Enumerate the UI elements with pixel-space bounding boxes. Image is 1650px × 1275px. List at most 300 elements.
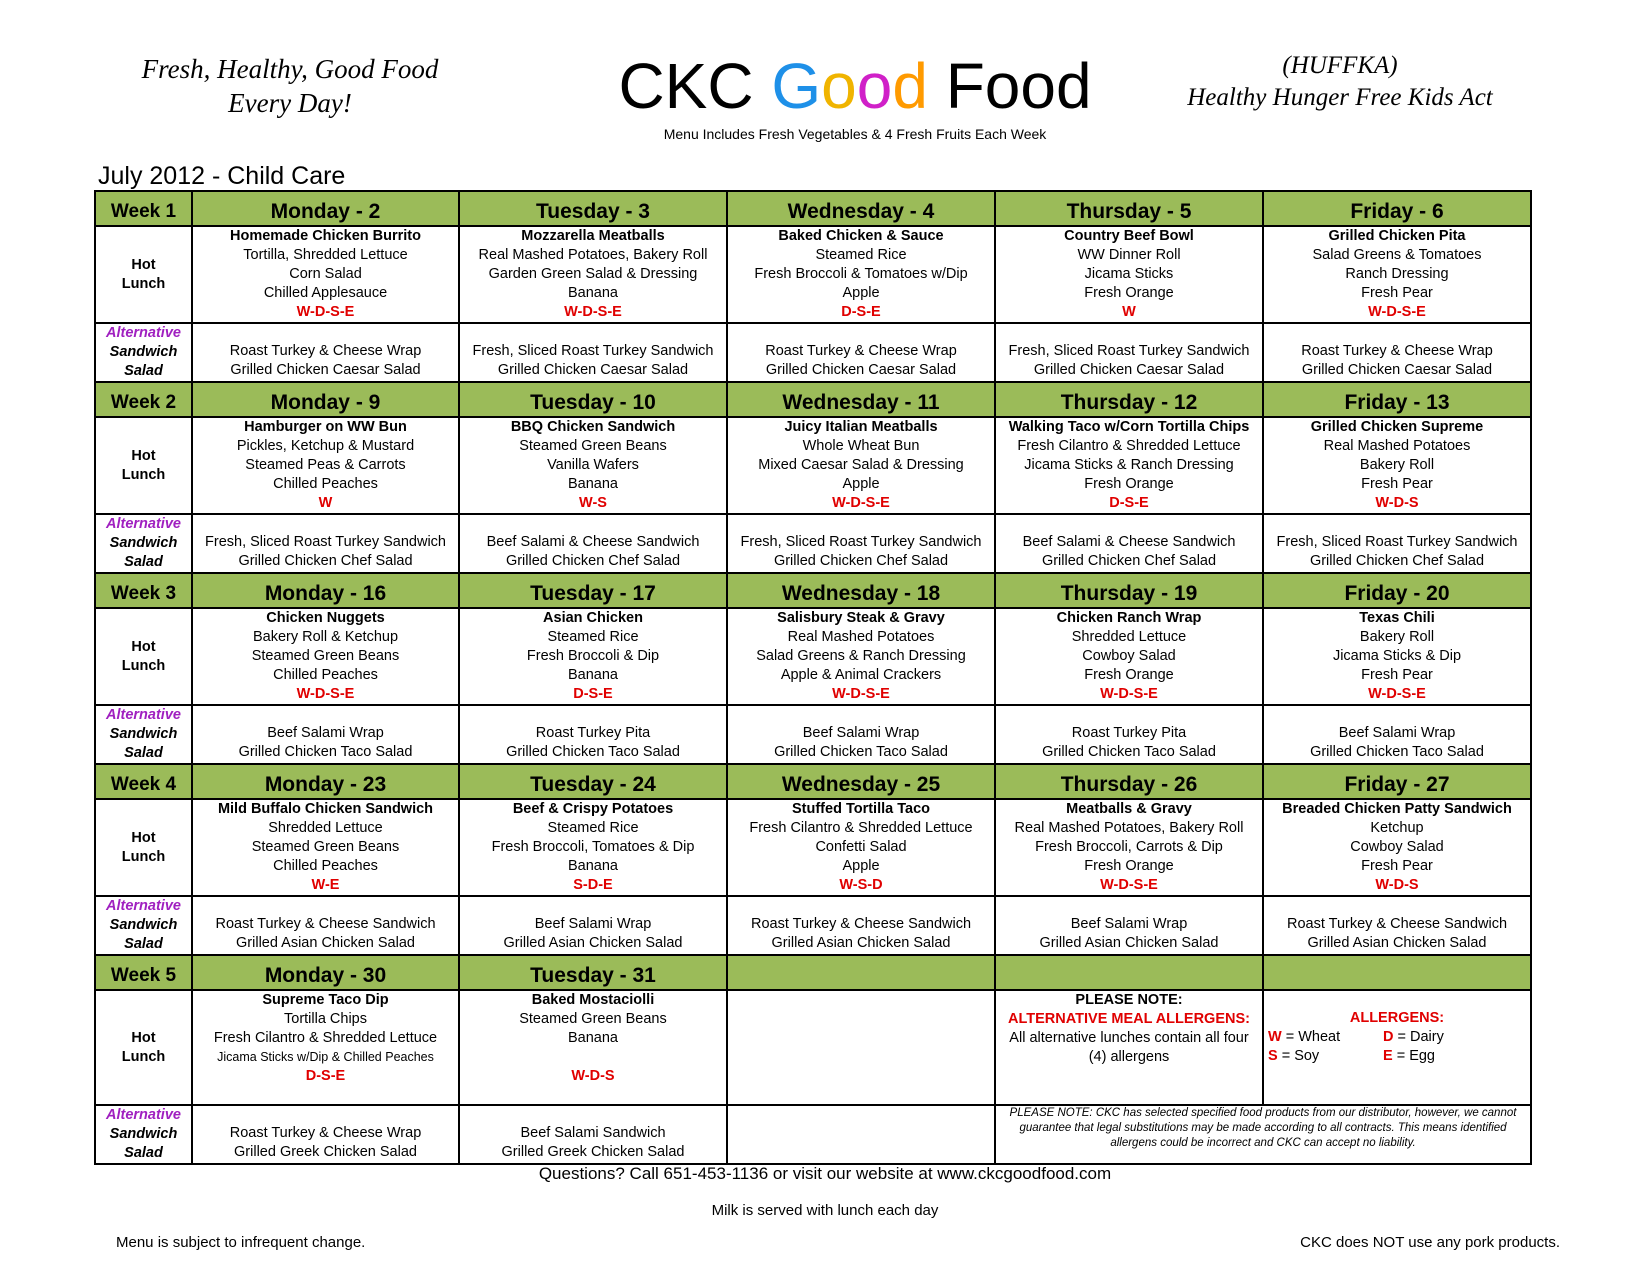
- alternative-cell: [727, 514, 995, 573]
- entree-name: Baked Chicken & Sauce: [778, 228, 944, 244]
- entree-name: BBQ Chicken Sandwich: [510, 419, 676, 435]
- hot-lunch-cell: [1263, 226, 1531, 323]
- menu-item: Steamed Green Beans: [251, 648, 400, 664]
- day-header: Wednesday - 4: [727, 191, 995, 226]
- allergen-code: D-S-E: [573, 686, 613, 702]
- menu-item: Confetti Salad: [815, 839, 907, 855]
- menu-item: Steamed Peas & Carrots: [245, 457, 406, 473]
- menu-item: Mixed Caesar Salad & Dressing: [758, 457, 964, 473]
- alt-salad: Grilled Chicken Caesar Salad: [230, 362, 421, 378]
- huffka-line-2: Healthy Hunger Free Kids Act: [1187, 84, 1493, 111]
- allergen-letter: D: [1383, 1029, 1394, 1045]
- menu-item: Apple: [842, 476, 880, 492]
- allergen-key-row: [1268, 1047, 1530, 1066]
- alt-salad: Grilled Asian Chicken Salad: [1307, 935, 1487, 951]
- menu-item: Steamed Rice: [547, 820, 639, 836]
- note-line: (4) allergens: [1088, 1049, 1170, 1065]
- alt-salad: Grilled Greek Chicken Salad: [501, 1144, 685, 1160]
- day-header: Monday - 30: [192, 955, 459, 990]
- alt-sandwich: Roast Turkey & Cheese Sandwich: [1286, 916, 1508, 932]
- alternative-allergen-note: [995, 990, 1263, 1105]
- menu-item: Real Mashed Potatoes, Bakery Roll: [1014, 820, 1244, 836]
- allergen-code: W: [1122, 304, 1136, 320]
- note-line: All alternative lunches contain all four: [1009, 1030, 1249, 1046]
- alt-sandwich: Beef Salami Sandwich: [520, 1125, 666, 1141]
- menu-item: Banana: [568, 476, 618, 492]
- note-alt-allergens: ALTERNATIVE MEAL ALLERGENS:: [1008, 1011, 1250, 1027]
- entree-name: Chicken Nuggets: [266, 610, 385, 626]
- allergen-legend: [1263, 990, 1531, 1105]
- allergens-title: ALLERGENS:: [1349, 1010, 1445, 1026]
- alt-salad: Grilled Asian Chicken Salad: [236, 935, 415, 951]
- day-header: [727, 955, 995, 990]
- menu-item: Fresh Pear: [1361, 667, 1433, 683]
- sandwich-word: Sandwich: [109, 344, 178, 360]
- alternative-cell: [1263, 896, 1531, 955]
- alt-salad: Grilled Asian Chicken Salad: [503, 935, 683, 951]
- salad-word: Salad: [124, 363, 163, 379]
- hot-lunch-cell: [1263, 608, 1531, 705]
- hot-lunch-row: [95, 799, 1531, 896]
- day-header: Thursday - 5: [995, 191, 1263, 226]
- alternative-row: [95, 1105, 1531, 1164]
- day-header: Monday - 9: [192, 382, 459, 417]
- menu-item: Chilled Peaches: [273, 476, 378, 492]
- hot-lunch-cell: [727, 799, 995, 896]
- hot-lunch-cell: [1263, 799, 1531, 896]
- hot-lunch-cell: [1263, 417, 1531, 514]
- tagline: Menu Includes Fresh Vegetables & 4 Fresh Fruits Each Week: [663, 126, 1047, 142]
- hot-lunch-label: [95, 417, 192, 514]
- salad-word: Salad: [124, 554, 163, 570]
- hot-lunch-cell: [459, 799, 727, 896]
- allergen-meaning: = Dairy: [1393, 1029, 1444, 1045]
- slogan-line-1: Fresh, Healthy, Good Food: [141, 54, 439, 84]
- hot-lunch-row: [95, 608, 1531, 705]
- alt-salad: Grilled Chicken Caesar Salad: [1301, 362, 1493, 378]
- menu-item: Salad Greens & Tomatoes: [1312, 247, 1482, 263]
- entree-name: Stuffed Tortilla Taco: [791, 801, 931, 817]
- milk-note: Milk is served with lunch each day: [711, 1202, 939, 1219]
- entree-name: Hamburger on WW Bun: [244, 419, 407, 435]
- allergen-code: W-D-S-E: [832, 495, 890, 511]
- menu-item: [460, 1048, 726, 1067]
- menu-item: Steamed Green Beans: [251, 839, 400, 855]
- hot-lunch-row: [95, 226, 1531, 323]
- entree-name: Breaded Chicken Patty Sandwich: [1282, 801, 1512, 817]
- menu-item: WW Dinner Roll: [1077, 247, 1181, 263]
- alternative-cell: [459, 705, 727, 764]
- alt-sandwich: Roast Turkey Pita: [1071, 725, 1187, 741]
- day-header: Thursday - 12: [995, 382, 1263, 417]
- day-header: Monday - 23: [192, 764, 459, 799]
- entree-name: Beef & Crispy Potatoes: [512, 801, 674, 817]
- alt-salad: Grilled Chicken Taco Salad: [1310, 744, 1484, 760]
- hot-label: Hot: [131, 447, 156, 464]
- alternative-cell: [192, 705, 459, 764]
- menu-item: Fresh Cilantro & Shredded Lettuce: [213, 1030, 438, 1046]
- alt-sandwich: Fresh, Sliced Roast Turkey Sandwich: [472, 343, 714, 359]
- alternative-cell: [995, 705, 1263, 764]
- sandwich-word: Sandwich: [109, 535, 178, 551]
- day-header: Tuesday - 24: [459, 764, 727, 799]
- menu-item: Cowboy Salad: [1350, 839, 1444, 855]
- menu-item: Steamed Rice: [815, 247, 907, 263]
- allergen-meaning: = Egg: [1392, 1048, 1435, 1064]
- alt-salad: Grilled Chicken Taco Salad: [506, 744, 680, 760]
- allergen-key-row: [1268, 1028, 1530, 1047]
- day-header: Tuesday - 17: [459, 573, 727, 608]
- alt-sandwich: Fresh, Sliced Roast Turkey Sandwich: [1008, 343, 1250, 359]
- allergen-code: W-D-S-E: [296, 304, 355, 320]
- allergen-code: D-S-E: [841, 304, 881, 320]
- entree-name: Texas Chili: [1359, 610, 1435, 626]
- allergen-key: [1268, 1028, 1383, 1047]
- entree-name: Grilled Chicken Pita: [1328, 228, 1466, 244]
- entree-name: Salisbury Steak & Gravy: [777, 610, 945, 626]
- hot-lunch-row: [95, 990, 1531, 1105]
- slogan: [110, 52, 470, 120]
- allergen-key: [1383, 1028, 1498, 1047]
- menu-item: Pickles, Ketchup & Mustard: [236, 438, 415, 454]
- entree-name: Baked Mostaciolli: [531, 992, 655, 1008]
- alternative-cell: [995, 514, 1263, 573]
- slogan-line-2: Every Day!: [228, 88, 352, 118]
- allergen-code: W-D-S-E: [296, 686, 355, 702]
- alternative-word: Alternative: [106, 516, 181, 532]
- allergen-code: W-D-S: [1375, 495, 1419, 511]
- menu-item: Corn Salad: [289, 266, 362, 282]
- allergen-key: [1268, 1047, 1383, 1066]
- alternative-cell: [192, 1105, 459, 1164]
- menu-item: Fresh Pear: [1361, 285, 1433, 301]
- lunch-label: Lunch: [121, 275, 166, 292]
- brand-logo: CKC Good Food: [618, 50, 1092, 122]
- menu-item: Fresh Orange: [1084, 476, 1174, 492]
- allergen-code: S-D-E: [573, 877, 613, 893]
- day-header: Tuesday - 31: [459, 955, 727, 990]
- menu-item: Tortilla Chips: [284, 1011, 367, 1027]
- menu-item: Steamed Green Beans: [519, 438, 667, 454]
- alt-sandwich: Beef Salami Wrap: [267, 725, 384, 741]
- alt-salad: Grilled Greek Chicken Salad: [234, 1144, 417, 1160]
- alternative-row: [95, 896, 1531, 955]
- alt-sandwich: Beef Salami Wrap: [1338, 725, 1456, 741]
- day-header: Wednesday - 25: [727, 764, 995, 799]
- note-title: PLEASE NOTE:: [1075, 992, 1183, 1008]
- alt-sandwich: Beef Salami & Cheese Sandwich: [486, 534, 700, 550]
- alternative-label: [95, 705, 192, 764]
- week-header-row: [95, 573, 1531, 608]
- menu-item: Jicama Sticks & Ranch Dressing: [1024, 457, 1234, 473]
- day-header: [1263, 955, 1531, 990]
- day-header: Thursday - 19: [995, 573, 1263, 608]
- week-label: Week 1: [95, 191, 192, 226]
- menu-item: Fresh Broccoli, Tomatoes & Dip: [491, 839, 695, 855]
- hot-lunch-cell: [192, 417, 459, 514]
- menu-item: Vanilla Wafers: [547, 457, 639, 473]
- menu-item: Steamed Green Beans: [519, 1011, 667, 1027]
- alternative-word: Alternative: [106, 898, 181, 914]
- alt-salad: Grilled Chicken Chef Salad: [505, 553, 681, 569]
- menu-item: Banana: [568, 1030, 618, 1046]
- month-title: July 2012 - Child Care: [98, 162, 346, 190]
- week-header-row: [95, 955, 1531, 990]
- menu-item: Fresh Broccoli & Dip: [526, 648, 660, 664]
- salad-word: Salad: [124, 936, 163, 952]
- allergen-meaning: = Soy: [1277, 1048, 1320, 1064]
- alt-salad: Grilled Chicken Chef Salad: [1041, 553, 1217, 569]
- alt-salad: Grilled Chicken Caesar Salad: [1033, 362, 1225, 378]
- alternative-cell: [1263, 705, 1531, 764]
- pork-note: CKC does NOT use any pork products.: [1300, 1234, 1560, 1251]
- day-header: Wednesday - 11: [727, 382, 995, 417]
- lunch-label: Lunch: [121, 848, 166, 865]
- entree-name: Walking Taco w/Corn Tortilla Chips: [1008, 419, 1250, 435]
- alternative-cell: [459, 323, 727, 382]
- week-header-row: [95, 191, 1531, 226]
- alternative-label: [95, 1105, 192, 1164]
- allergen-code: W-D-S-E: [832, 686, 890, 702]
- hot-lunch-cell: [459, 226, 727, 323]
- menu-item: Fresh Cilantro & Shredded Lettuce: [1017, 438, 1241, 454]
- hot-lunch-label: [95, 990, 192, 1105]
- menu-item: Apple & Animal Crackers: [780, 667, 942, 683]
- alt-salad: Grilled Chicken Chef Salad: [1309, 553, 1485, 569]
- hot-lunch-cell: [727, 417, 995, 514]
- allergen-code: D-S-E: [305, 1068, 346, 1084]
- menu-item: Apple: [842, 858, 880, 874]
- hot-lunch-cell: [995, 226, 1263, 323]
- alt-salad: Grilled Asian Chicken Salad: [1039, 935, 1219, 951]
- sandwich-word: Sandwich: [109, 1126, 178, 1142]
- alt-sandwich: Fresh, Sliced Roast Turkey Sandwich: [740, 534, 982, 550]
- menu-item: Real Mashed Potatoes: [787, 629, 935, 645]
- day-header: Friday - 20: [1263, 573, 1531, 608]
- week-label: Week 5: [95, 955, 192, 990]
- allergen-code: W-D-S-E: [1368, 686, 1426, 702]
- week-label: Week 2: [95, 382, 192, 417]
- day-header: Tuesday - 3: [459, 191, 727, 226]
- menu-item: Fresh Pear: [1361, 476, 1433, 492]
- menu-table: [94, 190, 1532, 1165]
- menu-item: Fresh Orange: [1084, 858, 1174, 874]
- hot-lunch-label: [95, 226, 192, 323]
- questions-line: Questions? Call 651-453-1136 or visit our website at www.ckcgoodfood.com: [538, 1164, 1112, 1183]
- alternative-row: [95, 323, 1531, 382]
- alt-sandwich: Roast Turkey & Cheese Wrap: [229, 343, 422, 359]
- alternative-cell: [727, 705, 995, 764]
- hot-lunch-cell: [192, 226, 459, 323]
- alternative-label: [95, 514, 192, 573]
- entree-name: Supreme Taco Dip: [262, 992, 389, 1008]
- menu-item: Shredded Lettuce: [1071, 629, 1187, 645]
- lunch-label: Lunch: [121, 466, 166, 483]
- alternative-word: Alternative: [106, 1107, 181, 1123]
- allergen-code: W-D-S-E: [1368, 304, 1426, 320]
- hot-lunch-label: [95, 799, 192, 896]
- alternative-cell: [995, 323, 1263, 382]
- allergen-letter: W: [1268, 1029, 1282, 1045]
- alt-sandwich: Roast Turkey & Cheese Sandwich: [750, 916, 972, 932]
- menu-item: Apple: [842, 285, 880, 301]
- hot-lunch-cell: [995, 417, 1263, 514]
- menu-item: Bakery Roll & Ketchup: [252, 629, 399, 645]
- alt-sandwich: Beef Salami Wrap: [534, 916, 652, 932]
- alternative-cell: [192, 896, 459, 955]
- alt-sandwich: Roast Turkey & Cheese Wrap: [229, 1125, 422, 1141]
- hot-lunch-cell: [995, 608, 1263, 705]
- hot-lunch-cell: [727, 608, 995, 705]
- entree-name: Mozzarella Meatballs: [521, 228, 665, 244]
- allergen-meaning: = Wheat: [1281, 1029, 1341, 1045]
- disclaimer-text: PLEASE NOTE: CKC has selected specified food products from our distributor, however, we cannot guarantee that legal substitutions may be made according to all contracts. This means identified allergens could be incorrect and CKC can accept no liability.: [1009, 1107, 1517, 1149]
- liability-disclaimer: [995, 1105, 1531, 1164]
- menu-item: Banana: [568, 667, 618, 683]
- day-header: Monday - 16: [192, 573, 459, 608]
- day-header: Friday - 27: [1263, 764, 1531, 799]
- entree-name: Country Beef Bowl: [1064, 228, 1194, 244]
- entree-name: Meatballs & Gravy: [1066, 801, 1192, 817]
- alt-sandwich: Roast Turkey & Cheese Wrap: [1301, 343, 1493, 359]
- empty-cell: [727, 990, 995, 1105]
- hot-lunch-cell: [459, 608, 727, 705]
- hot-lunch-cell: [192, 799, 459, 896]
- menu-item: Cowboy Salad: [1082, 648, 1176, 664]
- hot-lunch-label: [95, 608, 192, 705]
- alternative-row: [95, 514, 1531, 573]
- day-header: Friday - 6: [1263, 191, 1531, 226]
- alt-sandwich: Beef Salami Wrap: [802, 725, 920, 741]
- alt-sandwich: Roast Turkey Pita: [535, 725, 651, 741]
- sandwich-word: Sandwich: [109, 917, 178, 933]
- menu-item: Bakery Roll: [1359, 457, 1435, 473]
- menu-item: Fresh Broccoli & Tomatoes w/Dip: [754, 266, 968, 282]
- menu-item: Bakery Roll: [1359, 629, 1435, 645]
- menu-item: Jicama Sticks w/Dip & Chilled Peaches: [217, 1050, 434, 1064]
- empty-cell: [727, 1105, 995, 1164]
- day-header: Thursday - 26: [995, 764, 1263, 799]
- menu-item: Real Mashed Potatoes: [1323, 438, 1471, 454]
- menu-item: Chilled Peaches: [273, 858, 378, 874]
- alt-sandwich: Fresh, Sliced Roast Turkey Sandwich: [1276, 534, 1518, 550]
- menu-item: Shredded Lettuce: [268, 820, 383, 836]
- entree-name: Juicy Italian Meatballs: [784, 419, 938, 435]
- alternative-cell: [192, 514, 459, 573]
- alternative-cell: [459, 1105, 727, 1164]
- alternative-word: Alternative: [106, 707, 181, 723]
- alternative-cell: [995, 896, 1263, 955]
- alt-sandwich: Roast Turkey & Cheese Wrap: [765, 343, 957, 359]
- menu-item: Fresh Orange: [1084, 667, 1174, 683]
- lunch-label: Lunch: [121, 657, 166, 674]
- hot-lunch-row: [95, 417, 1531, 514]
- menu-item: Ketchup: [1370, 820, 1424, 836]
- allergen-code: W-D-S-E: [564, 304, 622, 320]
- day-header: [995, 955, 1263, 990]
- allergen-code: D-S-E: [1109, 495, 1149, 511]
- hot-lunch-cell: [459, 990, 727, 1105]
- allergen-code: W-D-S-E: [1100, 877, 1158, 893]
- allergen-code: W-D-S: [1375, 877, 1419, 893]
- alt-salad: Grilled Asian Chicken Salad: [771, 935, 951, 951]
- alt-salad: Grilled Chicken Taco Salad: [774, 744, 948, 760]
- day-header: Wednesday - 18: [727, 573, 995, 608]
- week-label: Week 4: [95, 764, 192, 799]
- allergen-code: W-S: [579, 495, 607, 511]
- salad-word: Salad: [124, 745, 163, 761]
- menu-item: Jicama Sticks & Dip: [1332, 648, 1462, 664]
- day-header: Monday - 2: [192, 191, 459, 226]
- hot-lunch-cell: [192, 990, 459, 1105]
- menu-item: Jicama Sticks: [1084, 266, 1174, 282]
- menu-item: Real Mashed Potatoes, Bakery Roll: [478, 247, 708, 263]
- allergen-code: W: [318, 495, 333, 511]
- alt-salad: Grilled Chicken Caesar Salad: [497, 362, 689, 378]
- hot-label: Hot: [131, 1029, 156, 1046]
- hot-label: Hot: [131, 256, 156, 273]
- menu-item: Banana: [568, 858, 618, 874]
- menu-item: Fresh Cilantro & Shredded Lettuce: [749, 820, 973, 836]
- entree-name: Homemade Chicken Burrito: [230, 228, 421, 244]
- alternative-label: [95, 896, 192, 955]
- hot-lunch-cell: [192, 608, 459, 705]
- allergen-keys: [1264, 1028, 1530, 1066]
- entree-name: Chicken Ranch Wrap: [1056, 610, 1202, 626]
- alt-salad: Grilled Chicken Chef Salad: [238, 553, 413, 569]
- alternative-label: [95, 323, 192, 382]
- alt-salad: Grilled Chicken Caesar Salad: [765, 362, 957, 378]
- week-header-row: [95, 764, 1531, 799]
- alt-sandwich: Beef Salami & Cheese Sandwich: [1022, 534, 1236, 550]
- menu-change-note: Menu is subject to infrequent change.: [116, 1234, 366, 1251]
- alternative-row: [95, 705, 1531, 764]
- alt-salad: Grilled Chicken Taco Salad: [1042, 744, 1216, 760]
- hot-label: Hot: [131, 638, 156, 655]
- menu-item: Chilled Applesauce: [263, 285, 388, 301]
- menu-item: Fresh Broccoli, Carrots & Dip: [1035, 839, 1223, 855]
- allergen-key: [1383, 1047, 1498, 1066]
- huffka-title: [1160, 50, 1520, 114]
- hot-label: Hot: [131, 829, 156, 846]
- lunch-label: Lunch: [121, 1048, 166, 1065]
- alt-sandwich: Beef Salami Wrap: [1070, 916, 1188, 932]
- allergen-letter: E: [1383, 1048, 1393, 1064]
- hot-lunch-cell: [995, 799, 1263, 896]
- week-label: Week 3: [95, 573, 192, 608]
- huffka-line-1: (HUFFKA): [1282, 52, 1398, 79]
- alternative-cell: [727, 896, 995, 955]
- alt-salad: Grilled Chicken Chef Salad: [773, 553, 949, 569]
- alternative-cell: [459, 896, 727, 955]
- allergen-code: W-E: [311, 877, 340, 893]
- menu-item: Fresh Pear: [1361, 858, 1433, 874]
- hot-lunch-cell: [459, 417, 727, 514]
- day-header: Tuesday - 10: [459, 382, 727, 417]
- menu-item: Chilled Peaches: [273, 667, 378, 683]
- allergen-letter: S: [1268, 1048, 1278, 1064]
- menu-item: Fresh Orange: [1084, 285, 1174, 301]
- entree-name: Mild Buffalo Chicken Sandwich: [217, 801, 434, 817]
- day-header: Friday - 13: [1263, 382, 1531, 417]
- alt-salad: Grilled Chicken Taco Salad: [238, 744, 413, 760]
- alternative-cell: [192, 323, 459, 382]
- menu-item: Salad Greens & Ranch Dressing: [756, 648, 966, 664]
- alternative-cell: [1263, 323, 1531, 382]
- allergen-code: W-D-S-E: [1100, 686, 1158, 702]
- alternative-word: Alternative: [106, 325, 181, 341]
- alternative-cell: [459, 514, 727, 573]
